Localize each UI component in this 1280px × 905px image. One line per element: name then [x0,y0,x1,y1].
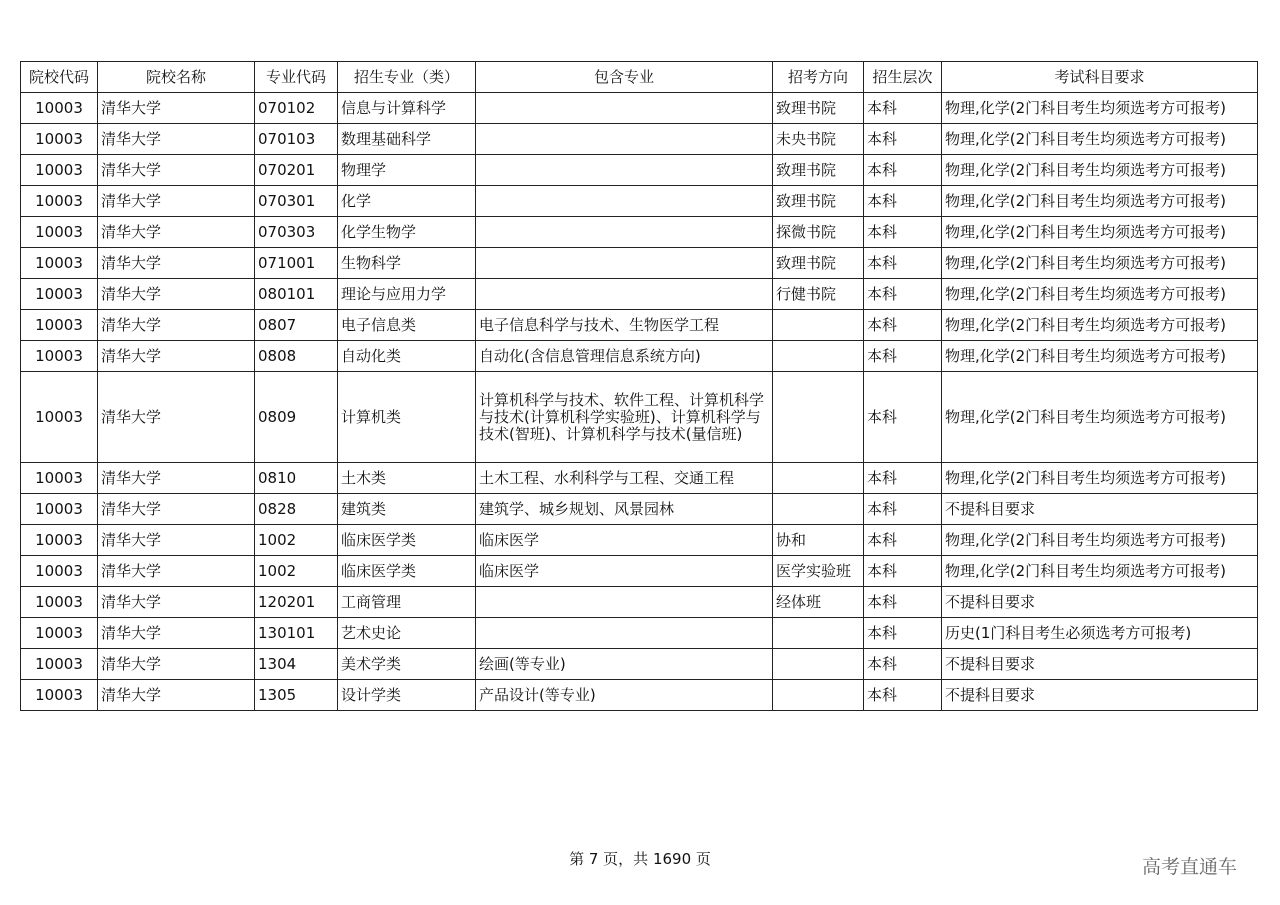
table-row [21,186,1258,217]
school-code-cell: 10003 [21,463,98,494]
school-code-cell: 10003 [21,186,98,217]
included-majors-cell [476,279,773,310]
included-majors-cell: 计算机科学与技术、软件工程、计算机科学与技术(计算机科学实验班)、计算机科学与技术(智班)、计算机科学与技术(量信班) [476,372,773,463]
direction-cell: 探微书院 [773,217,864,248]
major-category-cell: 艺术史论 [338,618,476,649]
school-name-cell: 清华大学 [98,310,255,341]
subject-requirement-cell: 物理,化学(2门科目考生均须选考方可报考) [942,372,1258,463]
level-cell: 本科 [864,649,942,680]
school-name-cell: 清华大学 [98,463,255,494]
direction-cell [773,649,864,680]
major-code-cell: 070303 [255,217,338,248]
major-category-cell: 物理学 [338,155,476,186]
major-category-cell: 计算机类 [338,372,476,463]
level-cell: 本科 [864,494,942,525]
school-name-cell: 清华大学 [98,186,255,217]
included-majors-cell [476,618,773,649]
school-name-cell: 清华大学 [98,124,255,155]
included-majors-cell [476,186,773,217]
major-category-cell: 土木类 [338,463,476,494]
direction-cell: 致理书院 [773,93,864,124]
subject-requirement-cell: 不提科目要求 [942,587,1258,618]
included-majors-cell: 临床医学 [476,525,773,556]
level-cell: 本科 [864,587,942,618]
table-row [21,217,1258,248]
included-majors-cell: 电子信息科学与技术、生物医学工程 [476,310,773,341]
included-majors-cell [476,217,773,248]
included-majors-cell [476,155,773,186]
level-cell: 本科 [864,463,942,494]
table-row [21,310,1258,341]
subject-requirement-cell: 不提科目要求 [942,494,1258,525]
header-direction: 招考方向 [773,62,864,93]
major-category-cell: 工商管理 [338,587,476,618]
school-code-cell: 10003 [21,93,98,124]
major-category-cell: 化学生物学 [338,217,476,248]
school-name-cell: 清华大学 [98,155,255,186]
included-majors-cell [476,587,773,618]
major-category-cell: 数理基础科学 [338,124,476,155]
school-name-cell: 清华大学 [98,494,255,525]
direction-cell [773,618,864,649]
included-majors-cell [476,93,773,124]
major-code-cell: 070102 [255,93,338,124]
major-category-cell: 电子信息类 [338,310,476,341]
table-header-row [21,62,1258,93]
school-name-cell: 清华大学 [98,279,255,310]
direction-cell: 致理书院 [773,186,864,217]
major-code-cell: 1002 [255,556,338,587]
direction-cell [773,494,864,525]
included-majors-cell: 自动化(含信息管理信息系统方向) [476,341,773,372]
level-cell: 本科 [864,124,942,155]
table-row [21,248,1258,279]
school-code-cell: 10003 [21,680,98,711]
school-name-cell: 清华大学 [98,649,255,680]
school-name-cell: 清华大学 [98,680,255,711]
school-name-cell: 清华大学 [98,556,255,587]
table-row [21,587,1258,618]
major-category-cell: 建筑类 [338,494,476,525]
level-cell: 本科 [864,155,942,186]
school-code-cell: 10003 [21,155,98,186]
subject-requirement-cell: 不提科目要求 [942,649,1258,680]
major-category-cell: 设计学类 [338,680,476,711]
major-category-cell: 理论与应用力学 [338,279,476,310]
table-row [21,155,1258,186]
school-code-cell: 10003 [21,217,98,248]
major-code-cell: 0810 [255,463,338,494]
school-code-cell: 10003 [21,372,98,463]
included-majors-cell [476,124,773,155]
header-included-majors: 包含专业 [476,62,773,93]
included-majors-cell: 产品设计(等专业) [476,680,773,711]
subject-requirement-cell: 物理,化学(2门科目考生均须选考方可报考) [942,186,1258,217]
direction-cell: 致理书院 [773,155,864,186]
level-cell: 本科 [864,525,942,556]
major-code-cell: 120201 [255,587,338,618]
subject-requirement-cell: 物理,化学(2门科目考生均须选考方可报考) [942,93,1258,124]
level-cell: 本科 [864,372,942,463]
table-row [21,463,1258,494]
direction-cell [773,341,864,372]
major-code-cell: 1304 [255,649,338,680]
direction-cell: 协和 [773,525,864,556]
level-cell: 本科 [864,618,942,649]
included-majors-cell: 建筑学、城乡规划、风景园林 [476,494,773,525]
major-category-cell: 美术学类 [338,649,476,680]
school-name-cell: 清华大学 [98,372,255,463]
level-cell: 本科 [864,93,942,124]
page-number: 第 7 页，共 1690 页 [569,850,711,868]
included-majors-cell: 绘画(等专业) [476,649,773,680]
major-category-cell: 化学 [338,186,476,217]
major-category-cell: 自动化类 [338,341,476,372]
school-code-cell: 10003 [21,587,98,618]
major-category-cell: 临床医学类 [338,525,476,556]
subject-requirement-cell: 物理,化学(2门科目考生均须选考方可报考) [942,217,1258,248]
major-code-cell: 1002 [255,525,338,556]
table-row [21,494,1258,525]
direction-cell [773,680,864,711]
school-name-cell: 清华大学 [98,341,255,372]
table-row [21,649,1258,680]
header-major-category: 招生专业（类） [338,62,476,93]
subject-requirement-cell: 物理,化学(2门科目考生均须选考方可报考) [942,124,1258,155]
school-code-cell: 10003 [21,124,98,155]
major-code-cell: 070103 [255,124,338,155]
header-major-code: 专业代码 [255,62,338,93]
included-majors-cell: 临床医学 [476,556,773,587]
school-name-cell: 清华大学 [98,93,255,124]
major-code-cell: 0809 [255,372,338,463]
school-name-cell: 清华大学 [98,618,255,649]
major-category-cell: 信息与计算科学 [338,93,476,124]
header-school-code: 院校代码 [21,62,98,93]
school-name-cell: 清华大学 [98,248,255,279]
major-code-cell: 070201 [255,155,338,186]
subject-requirement-cell: 物理,化学(2门科目考生均须选考方可报考) [942,525,1258,556]
subject-requirement-cell: 物理,化学(2门科目考生均须选考方可报考) [942,463,1258,494]
school-code-cell: 10003 [21,248,98,279]
direction-cell: 未央书院 [773,124,864,155]
header-subject-requirement: 考试科目要求 [942,62,1258,93]
direction-cell: 行健书院 [773,279,864,310]
level-cell: 本科 [864,248,942,279]
level-cell: 本科 [864,341,942,372]
major-code-cell: 080101 [255,279,338,310]
table-row [21,341,1258,372]
level-cell: 本科 [864,279,942,310]
subject-requirement-cell: 物理,化学(2门科目考生均须选考方可报考) [942,279,1258,310]
watermark: 高考直通车 [1142,856,1238,878]
subject-requirement-cell: 物理,化学(2门科目考生均须选考方可报考) [942,341,1258,372]
subject-requirement-cell: 物理,化学(2门科目考生均须选考方可报考) [942,248,1258,279]
direction-cell [773,463,864,494]
table-row [21,279,1258,310]
table-row [21,618,1258,649]
school-code-cell: 10003 [21,618,98,649]
table-row [21,372,1258,463]
school-name-cell: 清华大学 [98,525,255,556]
table-row [21,680,1258,711]
subject-requirement-cell: 不提科目要求 [942,680,1258,711]
school-code-cell: 10003 [21,310,98,341]
included-majors-cell [476,248,773,279]
school-code-cell: 10003 [21,556,98,587]
header-level: 招生层次 [864,62,942,93]
subject-requirement-cell: 物理,化学(2门科目考生均须选考方可报考) [942,155,1258,186]
table-row [21,556,1258,587]
table-row [21,525,1258,556]
level-cell: 本科 [864,556,942,587]
direction-cell: 经体班 [773,587,864,618]
school-code-cell: 10003 [21,525,98,556]
major-code-cell: 130101 [255,618,338,649]
level-cell: 本科 [864,680,942,711]
level-cell: 本科 [864,310,942,341]
table-row [21,93,1258,124]
direction-cell: 致理书院 [773,248,864,279]
major-code-cell: 1305 [255,680,338,711]
major-code-cell: 070301 [255,186,338,217]
school-code-cell: 10003 [21,494,98,525]
school-code-cell: 10003 [21,279,98,310]
major-code-cell: 0808 [255,341,338,372]
admissions-table [20,61,1258,711]
school-code-cell: 10003 [21,649,98,680]
subject-requirement-cell: 物理,化学(2门科目考生均须选考方可报考) [942,310,1258,341]
direction-cell [773,372,864,463]
included-majors-cell: 土木工程、水利科学与工程、交通工程 [476,463,773,494]
major-code-cell: 071001 [255,248,338,279]
direction-cell [773,310,864,341]
subject-requirement-cell: 历史(1门科目考生必须选考方可报考) [942,618,1258,649]
school-name-cell: 清华大学 [98,217,255,248]
direction-cell: 医学实验班 [773,556,864,587]
subject-requirement-cell: 物理,化学(2门科目考生均须选考方可报考) [942,556,1258,587]
major-category-cell: 临床医学类 [338,556,476,587]
major-code-cell: 0828 [255,494,338,525]
table-row [21,124,1258,155]
level-cell: 本科 [864,186,942,217]
level-cell: 本科 [864,217,942,248]
major-code-cell: 0807 [255,310,338,341]
school-code-cell: 10003 [21,341,98,372]
school-name-cell: 清华大学 [98,587,255,618]
header-school-name: 院校名称 [98,62,255,93]
major-category-cell: 生物科学 [338,248,476,279]
